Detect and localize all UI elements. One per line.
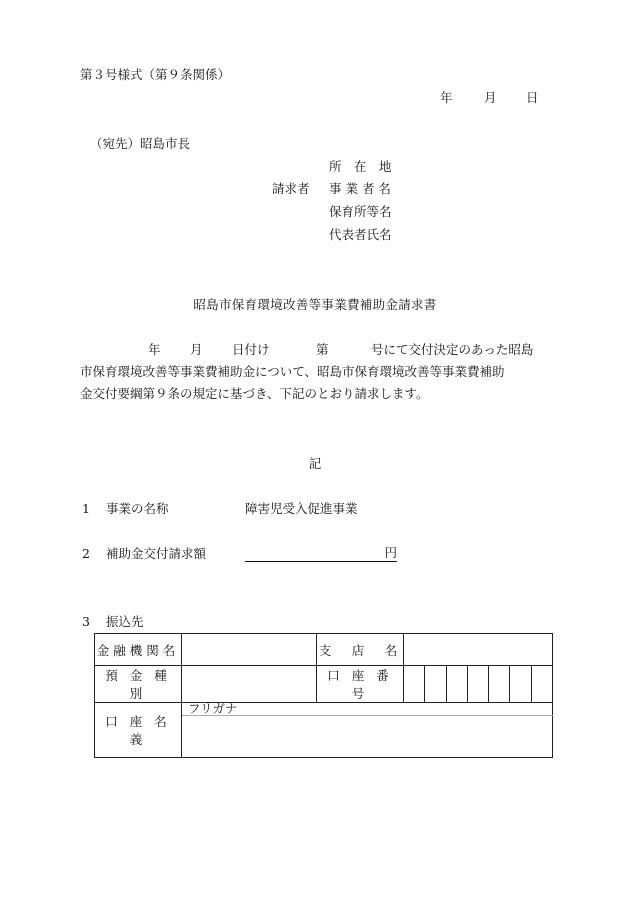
- account-digit-3[interactable]: [446, 666, 467, 703]
- addressee: （宛先）昭島市長: [90, 136, 191, 151]
- body-rest: 号にて交付決定のあった昭島: [371, 342, 534, 357]
- amount-field[interactable]: [245, 545, 397, 562]
- item-1-number: 1: [82, 501, 90, 516]
- account-holder-label: 口 座 名 義: [95, 703, 182, 758]
- item-1-label: 事業の名称: [106, 501, 169, 516]
- account-digit-6[interactable]: [510, 666, 531, 703]
- account-digit-1[interactable]: [404, 666, 425, 703]
- furigana-label: フリガナ: [182, 703, 553, 716]
- institution-label: 金融機関名: [95, 634, 182, 666]
- date-day-label: 日: [526, 90, 539, 105]
- ki-heading: 記: [308, 456, 322, 471]
- item-2-label: 補助金交付請求額: [106, 546, 207, 561]
- account-digit-4[interactable]: [467, 666, 488, 703]
- item-2-number: 2: [82, 546, 90, 561]
- amount-unit: 円: [384, 545, 397, 560]
- body-line-3: 金交付要綱第９条の規定に基づき、下記のとおり請求します。: [80, 386, 429, 401]
- body-month: 月: [190, 342, 203, 357]
- account-digit-2[interactable]: [425, 666, 446, 703]
- account-type-field[interactable]: [182, 666, 317, 703]
- form-number: 第３号様式（第９条関係）: [80, 67, 231, 82]
- item-1-value: 障害児受入促進事業: [245, 501, 358, 516]
- body-line-2: 市保育環境改善等事業費補助金について、昭島市保育環境改善等事業費補助: [80, 364, 505, 379]
- date-year-label: 年: [440, 90, 453, 105]
- account-holder-field[interactable]: [182, 716, 553, 758]
- requester-field-address: 所 在 地: [329, 159, 392, 174]
- item-3-number: 3: [82, 614, 90, 629]
- body-dated: 日付け: [232, 342, 270, 357]
- requester-field-business: 事 業 者 名: [329, 181, 391, 196]
- body-no: 第: [316, 342, 329, 357]
- bank-account-table: [94, 633, 553, 758]
- requester-label: 請求者: [272, 181, 310, 196]
- account-digit-7[interactable]: [531, 666, 552, 703]
- institution-field[interactable]: [182, 634, 317, 666]
- requester-field-representative: 代表者氏名: [329, 227, 392, 242]
- requester-field-facility: 保育所等名: [329, 204, 392, 219]
- body-year: 年: [148, 342, 161, 357]
- branch-field[interactable]: [404, 634, 553, 666]
- document-title: 昭島市保育環境改善等事業費補助金請求書: [193, 297, 437, 312]
- branch-label: 支 店 名: [317, 634, 404, 666]
- account-type-label: 預 金 種 別: [95, 666, 182, 703]
- account-digit-5[interactable]: [489, 666, 510, 703]
- date-month-label: 月: [484, 90, 497, 105]
- account-number-label: 口 座 番 号: [317, 666, 404, 703]
- item-3-label: 振込先: [106, 614, 144, 629]
